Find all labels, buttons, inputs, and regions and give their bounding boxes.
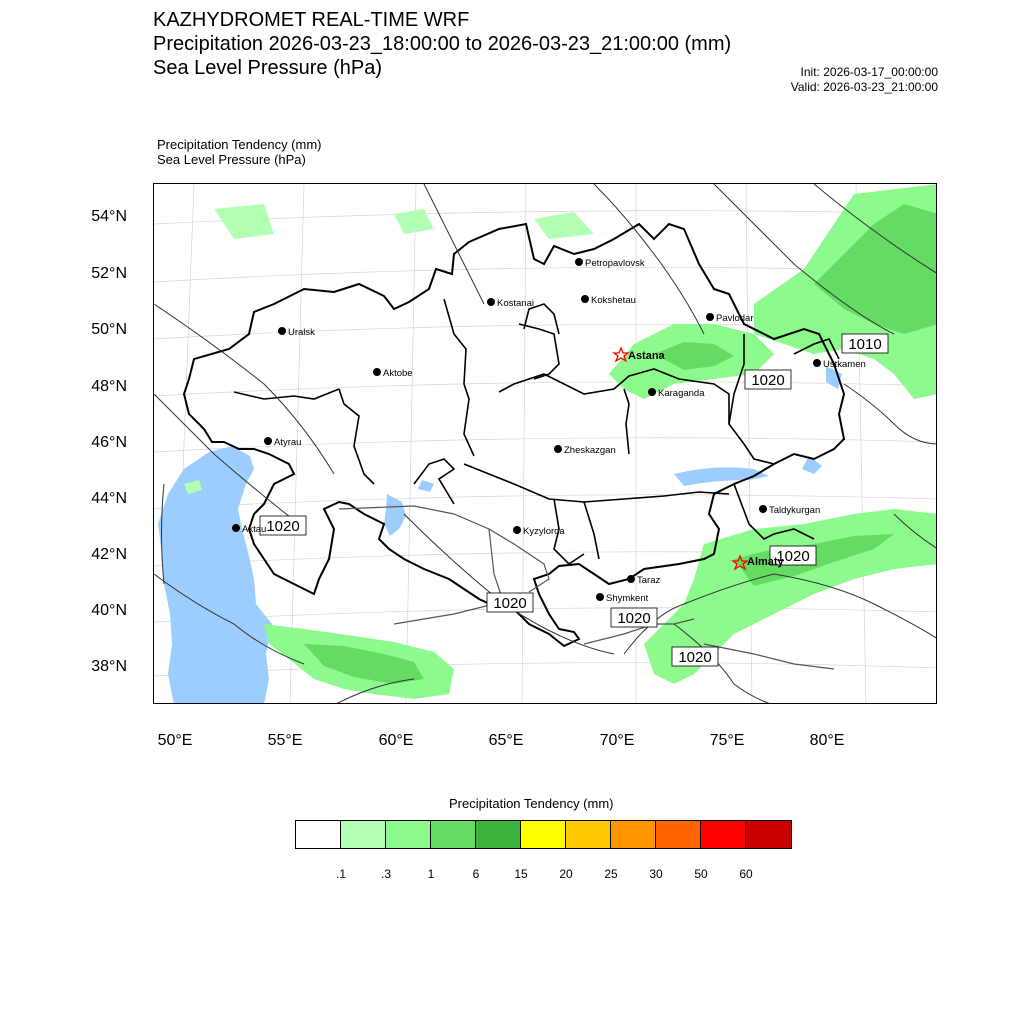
capital-star-icon [614, 348, 628, 361]
isobar-label: 1020 [266, 518, 300, 535]
valid-time: Valid: 2026-03-23_21:00:00 [790, 80, 938, 94]
lon-label: 60°E [378, 732, 414, 749]
lon-label: 70°E [599, 732, 635, 749]
city-label-kostanai: Kostanai [497, 298, 534, 309]
lat-label: 50°N [91, 321, 127, 338]
lon-label: 80°E [809, 732, 845, 749]
colorbar-swatch [476, 821, 521, 848]
caspian-sea [158, 446, 272, 704]
isobar-label: 1020 [751, 372, 785, 389]
city-label-kyzylorda: Kyzylorda [523, 526, 565, 537]
city-label-atyrau: Atyrau [274, 437, 302, 448]
city-label-petropavlovsk: Petropavlovsk [585, 258, 645, 269]
lat-label: 40°N [91, 602, 127, 619]
field-label-slp: Sea Level Pressure (hPa) [157, 152, 306, 167]
colorbar-swatch [386, 821, 431, 848]
city-label-almaty: Almaty [747, 556, 784, 568]
lat-label: 52°N [91, 265, 127, 282]
colorbar-tick-label: 1 [427, 867, 435, 881]
colorbar-tick-label: 25 [604, 867, 618, 881]
colorbar [295, 820, 792, 849]
colorbar-tick-label: 60 [739, 867, 753, 881]
colorbar-swatch [611, 821, 656, 848]
colorbar-tick-label: .1 [335, 867, 347, 881]
isobar-label: 1020 [493, 595, 527, 612]
isobar-label: 1020 [776, 548, 810, 565]
isobar-label: 1020 [678, 649, 712, 666]
chart-title: KAZHYDROMET REAL-TIME WRF [153, 9, 470, 31]
city-label-aktobe: Aktobe [383, 368, 413, 379]
colorbar-swatch [341, 821, 386, 848]
legend-title: Precipitation Tendency (mm) [449, 796, 614, 811]
colorbar-tick-label: 30 [649, 867, 663, 881]
city-label-zheskazgan: Zheskazgan [564, 445, 616, 456]
city-label-taraz: Taraz [637, 575, 661, 586]
lat-label: 46°N [91, 434, 127, 451]
lat-label: 42°N [91, 546, 127, 563]
city-label-kokshetau: Kokshetau [591, 295, 636, 306]
colorbar-tick-label: .3 [380, 867, 392, 881]
slp-title: Sea Level Pressure (hPa) [153, 57, 383, 79]
colorbar-swatch [566, 821, 611, 848]
map-svg [154, 184, 937, 704]
colorbar-swatch [431, 821, 476, 848]
colorbar-swatch [296, 821, 341, 848]
aral-sea [384, 494, 406, 536]
city-label-taldykurgan: Taldykurgan [769, 505, 821, 516]
city-label-ustkamen: Ustkamen [823, 359, 866, 370]
lon-label: 65°E [488, 732, 524, 749]
colorbar-swatch [746, 821, 791, 848]
lat-label: 44°N [91, 490, 127, 507]
colorbar-tick-label: 15 [514, 867, 528, 881]
lon-label: 50°E [157, 732, 193, 749]
city-label-karaganda: Karaganda [658, 388, 705, 399]
map-panel [153, 183, 937, 704]
colorbar-swatch [656, 821, 701, 848]
city-label-pavlodar: Pavlodar [716, 313, 754, 324]
lat-label: 38°N [91, 658, 127, 675]
small-lake [418, 480, 434, 492]
lat-label: 54°N [91, 208, 127, 225]
city-label-uralsk: Uralsk [288, 327, 315, 338]
isobar-label: 1010 [848, 336, 882, 353]
lon-label: 75°E [709, 732, 745, 749]
init-time: Init: 2026-03-17_00:00:00 [800, 65, 938, 79]
precipitation-period-title: Precipitation 2026-03-23_18:00:00 to 2026-03-23_21:00:00 (mm) [153, 33, 732, 55]
city-label-aktau: Aktau [242, 524, 267, 535]
isobar-label: 1020 [617, 610, 651, 627]
field-label-precip: Precipitation Tendency (mm) [157, 137, 322, 152]
city-label-shymkent: Shymkent [606, 593, 649, 604]
lat-label: 48°N [91, 378, 127, 395]
colorbar-tick-label: 6 [472, 867, 480, 881]
colorbar-swatch [701, 821, 746, 848]
colorbar-swatch [521, 821, 566, 848]
city-label-astana: Astana [628, 350, 665, 362]
colorbar-tick-label: 20 [559, 867, 573, 881]
lon-label: 55°E [267, 732, 303, 749]
colorbar-tick-label: 50 [694, 867, 708, 881]
